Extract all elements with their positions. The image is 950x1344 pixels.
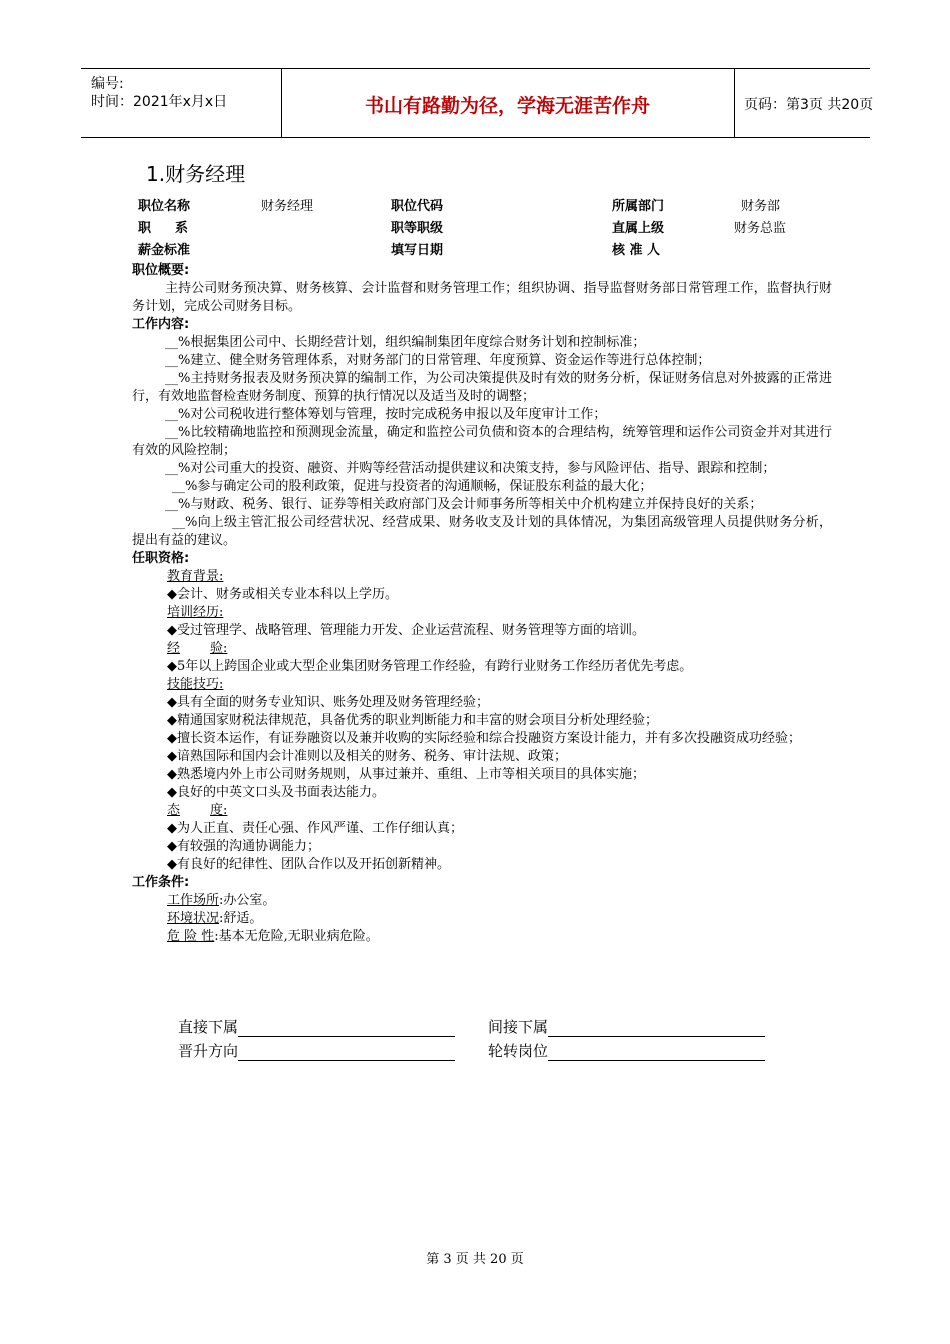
- overview-heading: 职位概要:: [132, 263, 190, 278]
- skill-item: ◆具有全面的财务专业知识、账务处理及财务管理经验；: [167, 695, 489, 710]
- page-header: [81, 68, 874, 138]
- skill-item: ◆擅长资本运作，有证券融资以及兼并收购的实际经验和综合投融资方案设计能力，并有多次投融资成功经验；: [167, 731, 801, 746]
- header-motto-cell: [281, 69, 735, 137]
- promotion-line[interactable]: [238, 1044, 455, 1061]
- direct-sub-label: 直接下属: [178, 1018, 239, 1036]
- direct-sub-line[interactable]: [238, 1020, 455, 1037]
- education-item: ◆会计、财务或相关专业本科以上学历。: [167, 587, 398, 602]
- dept-value: 财务部: [741, 199, 781, 214]
- rotation-label: 轮转岗位: [488, 1042, 549, 1060]
- attitude-item: ◆有较强的沟通协调能力；: [167, 839, 320, 854]
- page-footer: 第 3 页 共 20 页: [426, 1252, 524, 1267]
- skills-label: 技能技巧:: [167, 677, 224, 692]
- work-place: [167, 892, 832, 910]
- training-label: 培训经历:: [167, 605, 224, 620]
- skill-item: ◆谙熟国际和国内会计准则以及相关的财务、税务、审计法规、政策；: [167, 749, 567, 764]
- indirect-sub-field: [488, 1016, 765, 1037]
- superior-value: 财务总监: [734, 221, 787, 236]
- attitude-item: ◆有良好的纪律性、团队合作以及开拓创新精神。: [167, 857, 450, 872]
- overview-text: 主持公司财务预决算、财务核算、会计监督和财务管理工作；组织协调、指导监督财务部日常管理工作，监督执行财务计划，完成公司财务目标。: [132, 281, 832, 314]
- content-heading: 工作内容:: [132, 317, 190, 332]
- page-title: 1.财务经理: [146, 162, 246, 186]
- indirect-sub-line[interactable]: [548, 1020, 765, 1037]
- content-item: __%向上级主管汇报公司经营状况、经营成果、财务收支及计划的具体情况，为集团高级管理人员提供财务分析，提出有益的建议。: [132, 515, 832, 548]
- content-item: __%比较精确地监控和预测现金流量，确定和监控公司负债和资本的合理结构，统筹管理和运作公司资金并对其进行有效的风险控制；: [132, 425, 832, 458]
- salary-label: 薪金标准: [138, 243, 191, 258]
- job-name-label: 职位名称: [138, 199, 191, 214]
- conditions-heading: 工作条件:: [132, 875, 190, 890]
- environment: [167, 910, 832, 928]
- skill-item: ◆熟悉境内外上市公司财务规则，从事过兼并、重组、上市等相关项目的具体实施；: [167, 767, 645, 782]
- risk-label: 危 险 性: [167, 929, 215, 944]
- header-page-cell: [734, 69, 874, 137]
- number-label: 编号:: [91, 76, 124, 92]
- risk: [167, 928, 832, 946]
- time-label: 时间：2021年x月x日: [91, 94, 228, 110]
- series-label: 职 系: [138, 221, 189, 236]
- content-item: __%对公司税收进行整体筹划与管理，按时完成税务申报以及年度审计工作；: [165, 407, 607, 422]
- experience-label: 经 验:: [167, 641, 228, 656]
- education-label: 教育背景:: [167, 569, 224, 584]
- content-item: __%参与确定公司的股利政策，促进与投资者的沟通顺畅，保证股东利益的最大化；: [172, 479, 653, 494]
- content-item: __%建立、健全财务管理体系，对财务部门的日常管理、年度预算、资金运作等进行总体控制；: [165, 353, 711, 368]
- environment-label: 环境状况: [167, 911, 220, 926]
- indirect-sub-label: 间接下属: [488, 1018, 549, 1036]
- superior-label: 直属上级: [612, 221, 665, 236]
- promotion-field: [178, 1040, 455, 1061]
- page-info: 页码：第3页 共20页: [744, 97, 874, 113]
- grade-label: 职等职级: [391, 221, 444, 236]
- direct-sub-field: [178, 1016, 455, 1037]
- promotion-label: 晋升方向: [178, 1042, 239, 1060]
- rotation-field: [488, 1040, 765, 1061]
- content-item: __%与财政、税务、银行、证券等相关政府部门及会计师事务所等相关中介机构建立并保持良好的关系；: [165, 497, 763, 512]
- training-item: ◆受过管理学、战略管理、管理能力开发、企业运营流程、财务管理等方面的培训。: [167, 623, 645, 638]
- work-place-value: :办公室。: [219, 893, 276, 908]
- rotation-line[interactable]: [548, 1044, 765, 1061]
- environment-value: :舒适。: [219, 911, 263, 926]
- job-code-label: 职位代码: [391, 199, 444, 214]
- header-left-cell: [81, 69, 282, 137]
- document-body: [132, 262, 832, 946]
- approver-label: 核 准 人: [612, 243, 661, 258]
- job-name-value: 财务经理: [261, 199, 314, 214]
- experience-item: ◆5年以上跨国企业或大型企业集团财务管理工作经验，有跨行业财务工作经历者优先考虑。: [167, 659, 693, 674]
- content-item: __%根据集团公司中、长期经营计划，组织编制集团年度综合财务计划和控制标准；: [165, 335, 646, 350]
- risk-value: :基本无危险,无职业病危险。: [214, 929, 379, 944]
- work-place-label: 工作场所: [167, 893, 220, 908]
- attitude-item: ◆为人正直、责任心强、作风严谨、工作仔细认真；: [167, 821, 463, 836]
- skill-item: ◆良好的中英文口头及书面表达能力。: [167, 785, 385, 800]
- content-item: __%对公司重大的投资、融资、并购等经营活动提供建议和决策支持，参与风险评估、指导、跟踪和控制；: [165, 461, 776, 476]
- content-item: __%主持财务报表及财务预决算的编制工作，为公司决策提供及时有效的财务分析，保证财务信息对外披露的正常进行，有效地监督检查财务制度、预算的执行情况以及适当及时的调整；: [132, 371, 832, 404]
- motto: 书山有路勤为径，学海无涯苦作舟: [364, 95, 650, 117]
- dept-label: 所属部门: [612, 199, 665, 214]
- skill-item: ◆精通国家财税法律规范，具备优秀的职业判断能力和丰富的财会项目分析处理经验；: [167, 713, 658, 728]
- attitude-label: 态 度:: [167, 803, 228, 818]
- fill-date-label: 填写日期: [391, 243, 444, 258]
- qualifications-heading: 任职资格:: [132, 551, 190, 566]
